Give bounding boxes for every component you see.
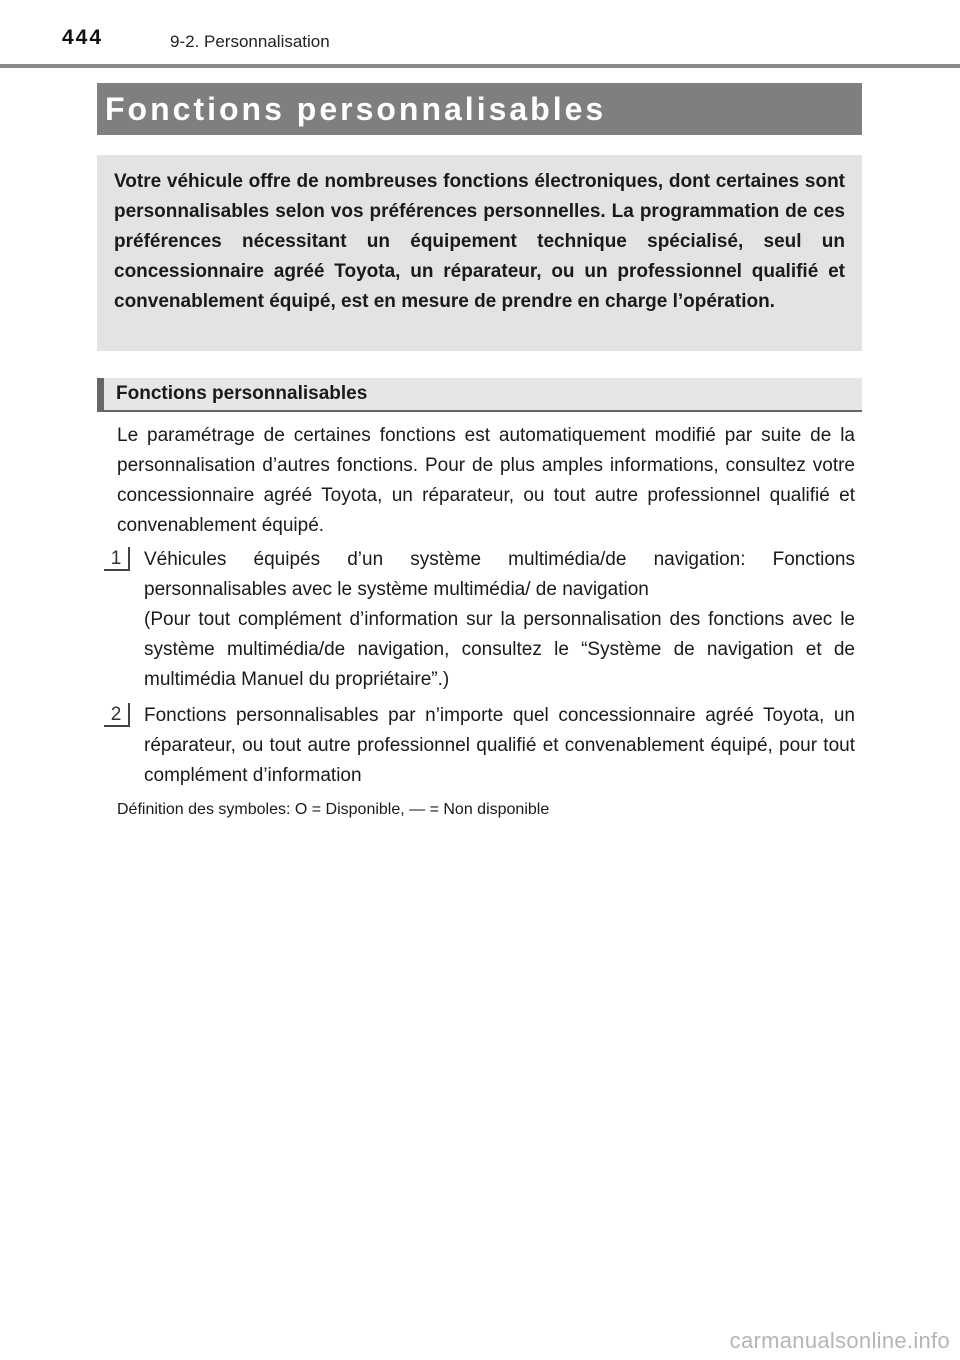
page-title-bar <box>97 83 862 135</box>
item-number-badge: 2 <box>104 703 130 727</box>
item-2-main-text: Fonctions personnalisables par n’importe quel concessionnaire agréé Toyota, un réparateur, ou tout autre professionnel qualifié et convenablement équipé, pour tout complément d’information <box>144 705 855 786</box>
section-reference: 9-2. Personnalisation <box>170 32 330 51</box>
symbol-legend-note: Définition des symboles: O = Disponible, — = Non disponible <box>117 801 550 818</box>
item-1-extra-text: (Pour tout complément d’information sur la personnalisation des fonctions avec le système multimédia/de navigation, consultez le “Système de navigation et de multimédia Manuel du propriétaire”.) <box>144 609 855 690</box>
numbered-item-1 <box>104 545 855 695</box>
item-1-main-text: Véhicules équipés d’un système multimédia/de navigation: Fonctions personnalisables avec le système multimédia/ de navigation <box>144 549 855 600</box>
intro-box <box>97 155 862 351</box>
item-number-badge: 1 <box>104 547 130 571</box>
section-subheading <box>97 378 862 412</box>
numbered-item-2 <box>104 701 855 791</box>
header-rule <box>0 64 960 68</box>
body-paragraph: Le paramétrage de certaines fonctions est automatiquement modifié par suite de la personnalisation d’autres fonctions. Pour de plus amples informations, consultez votre concessionnaire agréé Toyota, un réparateur, ou tout autre professionnel qualifié et convenablement équipé. <box>117 425 855 536</box>
subheading-text: Fonctions personnalisables <box>116 383 368 404</box>
page-title: Fonctions personnalisables <box>105 90 607 127</box>
watermark: carmanualsonline.info <box>729 1328 950 1353</box>
intro-text: Votre véhicule offre de nombreuses fonctions électroniques, dont certaines sont personnalisables selon vos préférences personnelles. La programmation de ces préférences nécessitant un équipement technique spécialisé, seul un concessionnaire agréé Toyota, un réparateur, ou un professionnel qualifié et convenablement équipé, est en mesure de prendre en charge l’opération. <box>114 171 845 312</box>
page-number: 444 <box>62 26 104 49</box>
